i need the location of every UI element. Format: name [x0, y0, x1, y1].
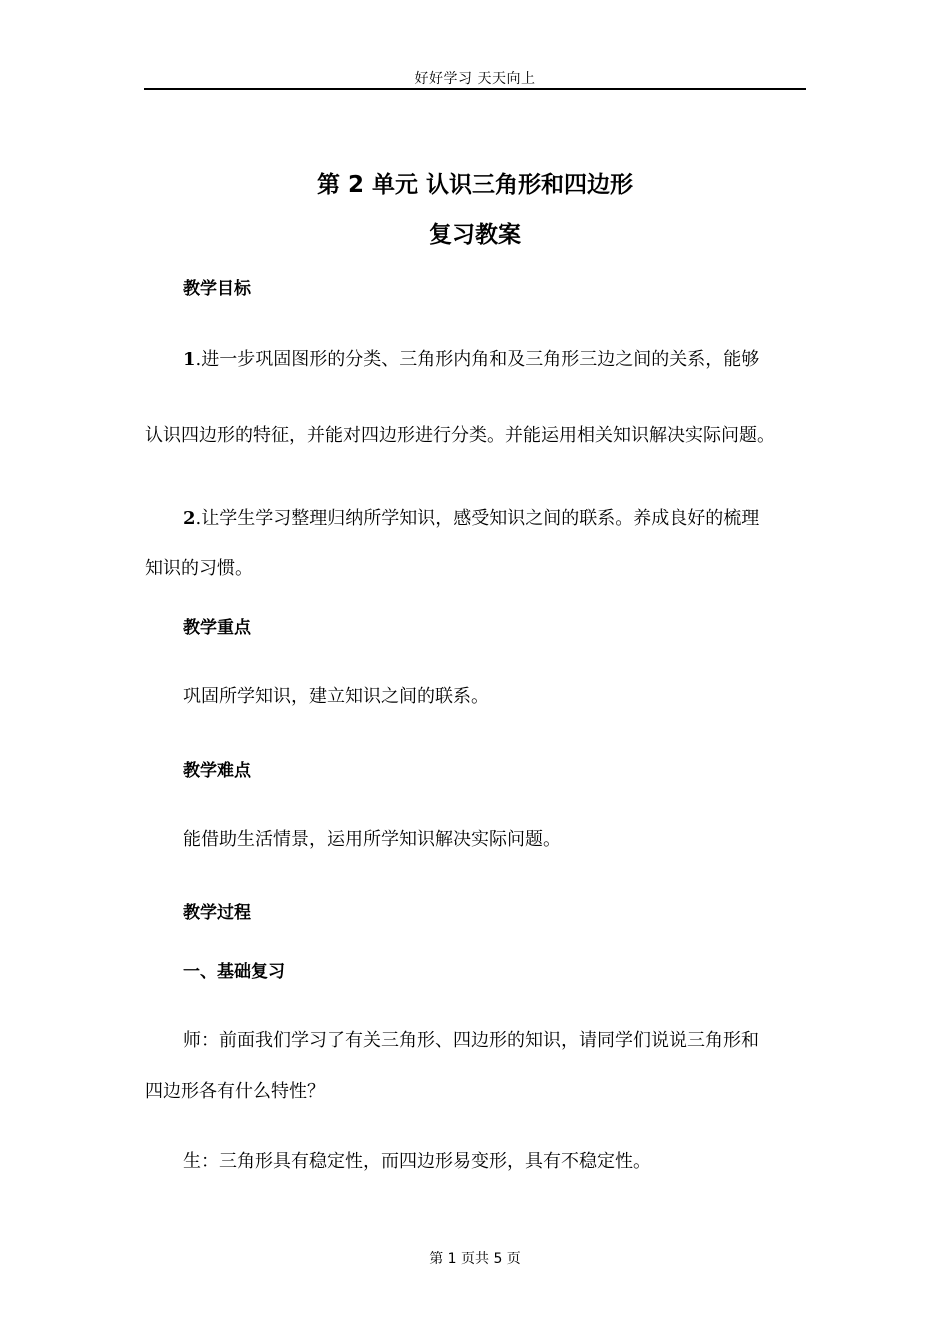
goal-2-number: 2 [183, 508, 196, 529]
document-subtitle: 复习教案 [429, 222, 521, 248]
page-footer: 第 1 页共 5 页 [429, 1251, 521, 1267]
teacher-line-2: 四边形各有什么特性？ [145, 1081, 325, 1102]
focus-text: 巩固所学知识，建立知识之间的联系。 [183, 686, 489, 707]
page-header: 好好学习 天天向上 [414, 71, 536, 87]
process-heading: 教学过程 [183, 903, 251, 923]
goal-1-text: .进一步巩固图形的分类、三角形内角和及三角形三边之间的关系，能够 [195, 349, 760, 370]
focus-heading: 教学重点 [183, 618, 251, 638]
teacher-line-1: 师：前面我们学习了有关三角形、四边形的知识，请同学们说说三角形和 [183, 1030, 759, 1051]
goal-2-line-2: 知识的习惯。 [145, 558, 253, 579]
header-divider [144, 88, 806, 90]
goal-1-line-1 [183, 348, 759, 372]
goal-1-line-2: 认识四边形的特征，并能对四边形进行分类。并能运用相关知识解决实际问题。 [145, 425, 775, 446]
goal-2-text: .让学生学习整理归纳所学知识，感受知识之间的联系。养成良好的梳理 [195, 508, 760, 529]
goal-1-number: 1 [183, 349, 196, 370]
goals-heading: 教学目标 [183, 279, 251, 299]
review-heading: 一、基础复习 [183, 962, 285, 982]
difficulty-text: 能借助生活情景，运用所学知识解决实际问题。 [183, 829, 561, 850]
document-title: 第 2 单元 认识三角形和四边形 [316, 172, 634, 198]
goal-2-line-1 [183, 507, 759, 531]
difficulty-heading: 教学难点 [183, 761, 251, 781]
student-line: 生：三角形具有稳定性，而四边形易变形，具有不稳定性。 [183, 1151, 651, 1172]
